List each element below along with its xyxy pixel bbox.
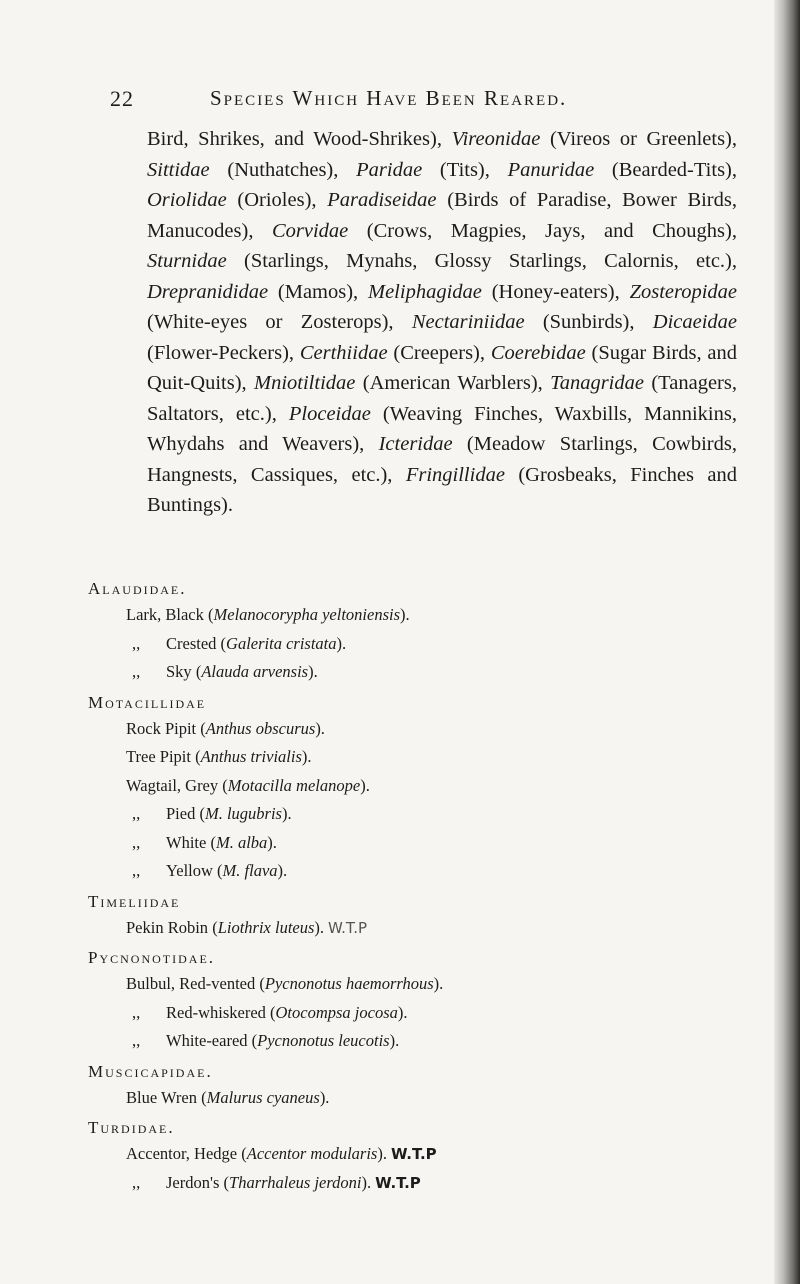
family-description: (Tanagers, Saltators, etc.),: [147, 372, 737, 425]
family-paragraph: [147, 124, 737, 521]
common-name: Lark, Black: [126, 605, 204, 624]
family-name: Coerebidae: [490, 341, 586, 364]
family-description: (Vireos or Greenlets),: [540, 128, 737, 150]
page-edge-shadow: [774, 0, 800, 1284]
family-name: Icteridae: [378, 433, 453, 455]
family-name: Paridae: [356, 158, 423, 181]
family-name: Dicaeidae: [652, 311, 738, 333]
ditto-mark: ,,: [132, 1172, 141, 1192]
scientific-name: Galerita cristata: [226, 633, 337, 653]
common-name: Wagtail, Grey: [126, 775, 219, 795]
family-heading: Motacillidae: [88, 692, 207, 712]
ditto-mark: ,,: [132, 804, 141, 823]
family-description: (White-eyes or Zosterops),: [147, 311, 412, 333]
ditto-mark: ,,: [132, 662, 141, 681]
species-entry: Lark, Black (Melanocorypha yeltoniensis).: [126, 605, 410, 624]
species-entry: ,, Crested (Galerita cristata).: [88, 630, 748, 659]
ditto-mark: ,,: [132, 633, 141, 653]
family-name: Vireonidae: [451, 128, 541, 150]
scientific-name: M. lugubris: [204, 804, 282, 823]
ditto-mark: ,,: [132, 1031, 141, 1050]
common-name: Blue Wren: [126, 1087, 197, 1107]
common-name: Sky: [166, 662, 192, 681]
species-entry: Rock Pipit (Anthus obscurus).: [126, 718, 325, 738]
family-name: Drepranididae: [147, 280, 269, 303]
handwritten-annotation: W.T.P: [328, 918, 368, 937]
family-name: Zosteropidae: [629, 280, 737, 303]
family-description: (Bearded-Tits),: [594, 158, 738, 181]
scientific-name: Malurus cyaneus: [206, 1087, 320, 1107]
species-entry: ,, Pied (M. lugubris).: [88, 800, 748, 829]
ditto-mark: ,,: [132, 861, 141, 880]
scientific-name: Otocompsa jocosa: [275, 1002, 398, 1022]
family-name: Fringillidae: [405, 463, 505, 486]
handwritten-annotation: W.T.P: [390, 1145, 437, 1163]
species-entry: ,, Yellow (M. flava).: [88, 857, 748, 886]
species-entry: Tree Pipit (Anthus trivialis).: [126, 747, 312, 766]
family-name: Sturnidae: [147, 250, 227, 272]
species-entry: Wagtail, Grey (Motacilla melanope).: [126, 775, 370, 795]
common-name: White-eared: [166, 1031, 248, 1050]
family-name: Corvidae: [271, 219, 349, 242]
scientific-name: Liothrix luteus: [217, 917, 315, 937]
family-name: Sittidae: [147, 158, 210, 181]
species-entry: Bulbul, Red-vented (Pycnonotus haemorrhous).: [126, 974, 444, 993]
family-heading: Pycnonotidae.: [88, 948, 216, 967]
species-entry: ,, White-eared (Pycnonotus leucotis).: [88, 1027, 748, 1056]
family-description: Bird, Shrikes, and Wood-Shrikes),: [147, 128, 452, 150]
family-name: Panuridae: [507, 158, 595, 181]
family-description: (Nuthatches),: [209, 158, 357, 181]
family-description: (Birds of Paradise, Bower Birds, Manucodes),: [147, 189, 737, 242]
family-description: (Mamos),: [268, 280, 368, 303]
family-heading: Alaudidae.: [88, 579, 187, 598]
family-description: (Grosbeaks, Finches and Buntings).: [147, 463, 737, 516]
page-header: [110, 86, 750, 112]
family-description: (Orioles),: [226, 189, 328, 211]
scientific-name: Accentor modularis: [246, 1144, 378, 1163]
page-number: 22: [110, 86, 134, 111]
family-heading: Timeliidae: [88, 891, 181, 911]
family-description: (Starlings, Mynahs, Glossy Starlings, Calornis, etc.),: [226, 250, 737, 272]
family-name: Tanagridae: [550, 372, 644, 394]
common-name: Tree Pipit: [126, 747, 191, 766]
common-name: Pied: [166, 804, 196, 823]
family-description: (Sugar Birds, and Quit-Quits),: [147, 341, 737, 394]
common-name: Rock Pipit: [126, 718, 197, 738]
scientific-name: Anthus trivialis: [200, 747, 302, 766]
common-name: Red-whiskered: [166, 1002, 266, 1022]
scientific-name: Anthus obscurus: [205, 718, 316, 738]
common-name: Pekin Robin: [126, 917, 209, 937]
species-entry: ,, White (M. alba).: [88, 829, 748, 858]
family-name: Meliphagidae: [368, 280, 482, 303]
family-name: Paradiseidae: [327, 189, 437, 211]
common-name: Yellow: [166, 861, 213, 880]
scientific-name: M. alba: [215, 832, 268, 852]
scientific-name: Tharrhaleus jerdoni: [229, 1172, 362, 1192]
family-name: Nectariniidae: [411, 311, 525, 333]
species-entry: Pekin Robin (Liothrix luteus). W.T.P: [126, 917, 368, 937]
common-name: Jerdon's: [166, 1172, 220, 1192]
family-name: Oriolidae: [147, 189, 227, 211]
scientific-name: M. flava: [222, 861, 278, 880]
common-name: White: [166, 832, 207, 852]
species-entry: ,, Red-whiskered (Otocompsa jocosa).: [88, 999, 748, 1028]
family-description: (American Warblers),: [355, 372, 551, 394]
scientific-name: Pycnonotus leucotis: [257, 1031, 390, 1050]
handwritten-annotation: W.T.P: [375, 1173, 421, 1192]
species-list: [88, 573, 748, 1197]
species-entry: ,, Jerdon's (Tharrhaleus jerdoni). W.T.P: [88, 1169, 748, 1198]
ditto-mark: ,,: [132, 1002, 141, 1022]
family-description: (Meadow Starlings, Cowbirds, Hangnests, Cassiques, etc.),: [147, 433, 737, 486]
scientific-name: Motacilla melanope: [227, 775, 361, 795]
scientific-name: Pycnonotus haemorrhous: [264, 974, 434, 993]
family-description: (Honey-eaters),: [481, 280, 630, 303]
species-entry: Accentor, Hedge (Accentor modularis). W.T.P: [126, 1144, 437, 1163]
family-name: Mniotiltidae: [254, 372, 356, 394]
running-head: Species Which Have Been Reared.: [210, 86, 568, 110]
family-description: (Tits),: [422, 158, 508, 181]
family-description: (Crows, Magpies, Jays, and Choughs),: [348, 219, 737, 242]
family-description: (Creepers),: [387, 341, 491, 364]
ditto-mark: ,,: [132, 832, 141, 852]
family-description: (Flower-Peckers),: [147, 341, 300, 364]
species-entry: Blue Wren (Malurus cyaneus).: [126, 1087, 330, 1107]
family-name: Ploceidae: [288, 402, 371, 425]
common-name: Accentor, Hedge: [126, 1144, 238, 1163]
family-heading: Turdidae.: [88, 1118, 175, 1137]
common-name: Bulbul, Red-vented: [126, 974, 256, 993]
scientific-name: Alauda arvensis: [201, 662, 309, 681]
species-entry: ,, Sky (Alauda arvensis).: [88, 658, 748, 687]
common-name: Crested: [166, 633, 217, 653]
scientific-name: Melanocorypha yeltoniensis: [213, 605, 401, 624]
family-description: (Sunbirds),: [524, 311, 653, 333]
family-heading: Muscicapidae.: [88, 1061, 213, 1081]
family-description: (Weaving Finches, Waxbills, Mannikins, Whydahs and Weavers),: [147, 402, 737, 455]
family-name: Certhiidae: [299, 341, 388, 364]
